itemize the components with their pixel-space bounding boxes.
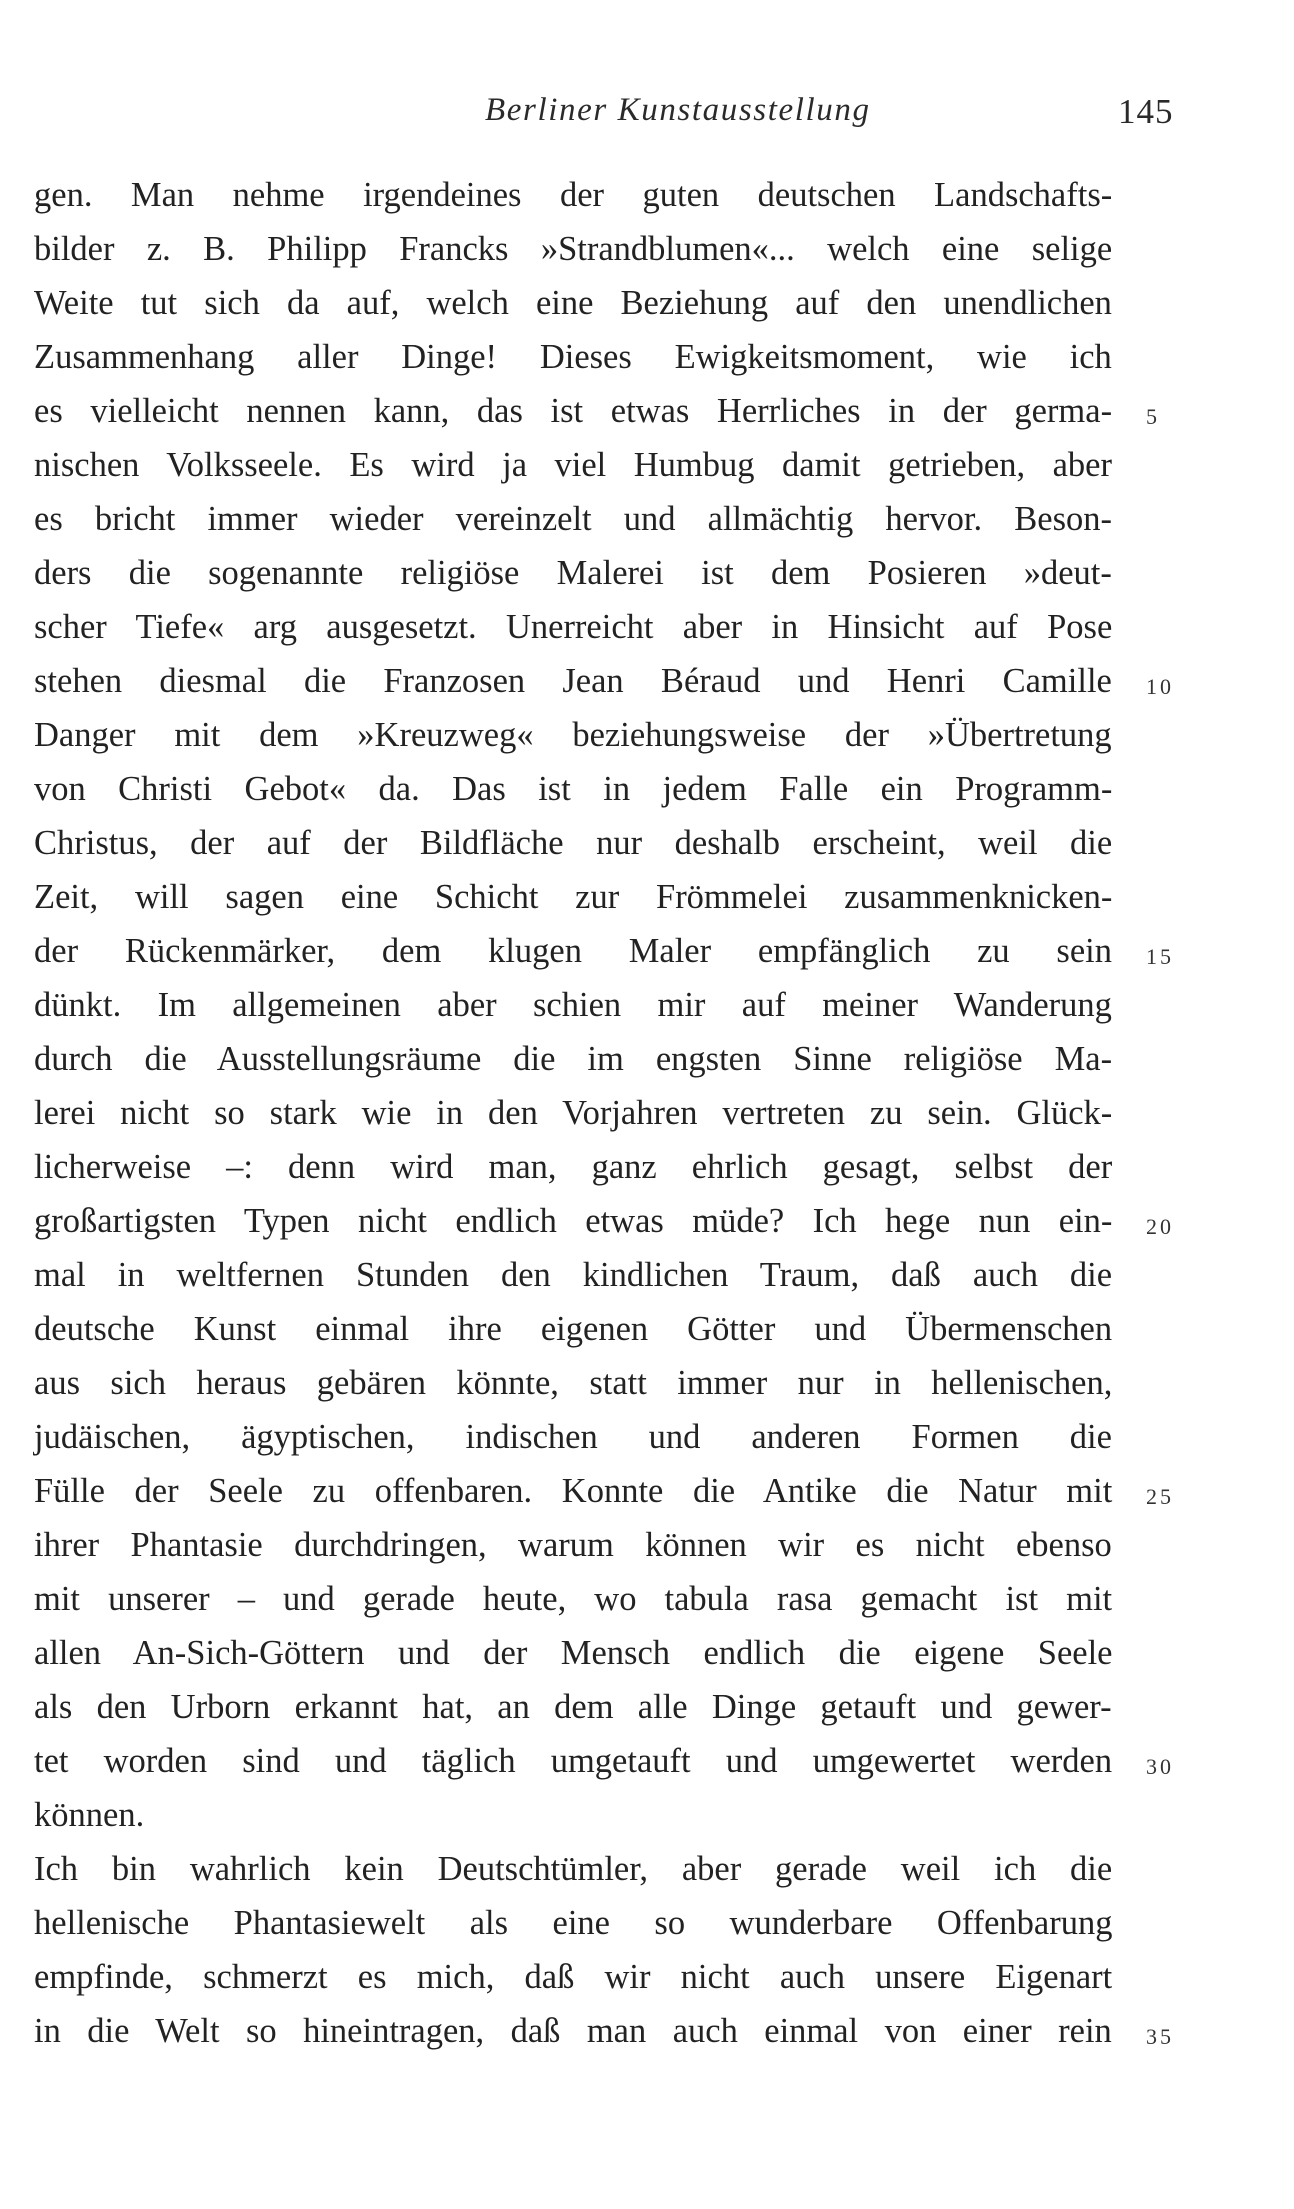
line-number: 35 <box>1146 2024 1174 2049</box>
text-line: in die Welt so hineintragen, daß man auch einmal von einer rein <box>34 2012 1112 2050</box>
text-line: lerei nicht so stark wie in den Vorjahren vertreten zu sein. Glück- <box>34 1094 1113 1132</box>
text-line: dünkt. Im allgemeinen aber schien mir auf meiner Wanderung <box>34 986 1112 1024</box>
text-line: mal in weltfernen Stunden den kindlichen Traum, daß auch die <box>34 1256 1113 1294</box>
text-line: stehen diesmal die Franzosen Jean Béraud und Henri Camille <box>34 662 1112 700</box>
text-line: aus sich heraus gebären könnte, statt immer nur in hellenischen, <box>34 1364 1113 1402</box>
text-line: durch die Ausstellungsräume die im engsten Sinne religiöse Ma- <box>34 1040 1113 1078</box>
text-line: Ich bin wahrlich kein Deutschtümler, aber gerade weil ich die <box>34 1850 1113 1888</box>
text-line: judäischen, ägyptischen, indischen und anderen Formen die <box>34 1418 1112 1456</box>
text-line: nischen Volksseele. Es wird ja viel Humbug damit getrieben, aber <box>34 446 1112 484</box>
text-line: mit unserer – und gerade heute, wo tabula rasa gemacht ist mit <box>34 1580 1113 1618</box>
text-line: großartigsten Typen nicht endlich etwas müde? Ich hege nun ein- <box>34 1202 1113 1240</box>
text-line: scher Tiefe« arg ausgesetzt. Unerreicht aber in Hinsicht auf Pose <box>34 608 1113 646</box>
line-number: 30 <box>1146 1754 1174 1779</box>
text-line: Danger mit dem »Kreuzweg« beziehungsweise der »Übertretung <box>34 716 1112 754</box>
body-text <box>34 168 1112 2058</box>
text-line: es bricht immer wieder vereinzelt und allmächtig hervor. Beson- <box>34 500 1112 538</box>
text-line: licherweise –: denn wird man, ganz ehrlich gesagt, selbst der <box>34 1148 1113 1186</box>
text-line: bilder z. B. Philipp Francks »Strandblumen«... welch eine selige <box>34 230 1113 268</box>
text-line: der Rückenmärker, dem klugen Maler empfänglich zu sein <box>34 932 1112 970</box>
line-number-margin <box>1146 168 1206 2058</box>
text-line: tet worden sind und täglich umgetauft und umgewertet werden <box>34 1742 1113 1780</box>
line-number: 20 <box>1146 1214 1174 1239</box>
page-number: 145 <box>1118 92 1174 131</box>
running-head-title: Berliner Kunstausstellung <box>485 92 871 128</box>
text-line: es vielleicht nennen kann, das ist etwas Herrliches in der germa- <box>34 392 1113 430</box>
text-line: ders die sogenannte religiöse Malerei ist dem Posieren »deut- <box>34 554 1112 592</box>
text-line: von Christi Gebot« da. Das ist in jedem Falle ein Programm- <box>34 770 1113 808</box>
text-line: Zusammenhang aller Dinge! Dieses Ewigkeitsmoment, wie ich <box>34 338 1112 376</box>
line-number: 10 <box>1146 674 1174 699</box>
text-line: Weite tut sich da auf, welch eine Beziehung auf den unendlichen <box>34 284 1112 322</box>
line-number: 25 <box>1146 1484 1174 1509</box>
running-head <box>0 92 1294 142</box>
text-line: allen An-Sich-Göttern und der Mensch endlich die eigene Seele <box>34 1634 1113 1672</box>
line-number: 5 <box>1146 404 1160 429</box>
text-line: gen. Man nehme irgendeines der guten deutschen Landschafts- <box>34 176 1113 214</box>
text-line: Christus, der auf der Bildfläche nur deshalb erscheint, weil die <box>34 824 1113 862</box>
text-line: empfinde, schmerzt es mich, daß wir nicht auch unsere Eigenart <box>34 1958 1113 1996</box>
text-line: ihrer Phantasie durchdringen, warum können wir es nicht ebenso <box>34 1526 1112 1564</box>
text-line: Fülle der Seele zu offenbaren. Konnte die Antike die Natur mit <box>34 1472 1113 1510</box>
text-line: können. <box>34 1796 145 1834</box>
text-line: hellenische Phantasiewelt als eine so wunderbare Offenbarung <box>34 1904 1113 1942</box>
line-number: 15 <box>1146 944 1174 969</box>
text-line: Zeit, will sagen eine Schicht zur Frömmelei zusammenknicken- <box>34 878 1113 916</box>
text-line: als den Urborn erkannt hat, an dem alle Dinge getauft und gewer- <box>34 1688 1112 1726</box>
text-line: deutsche Kunst einmal ihre eigenen Götter und Übermenschen <box>34 1310 1113 1348</box>
